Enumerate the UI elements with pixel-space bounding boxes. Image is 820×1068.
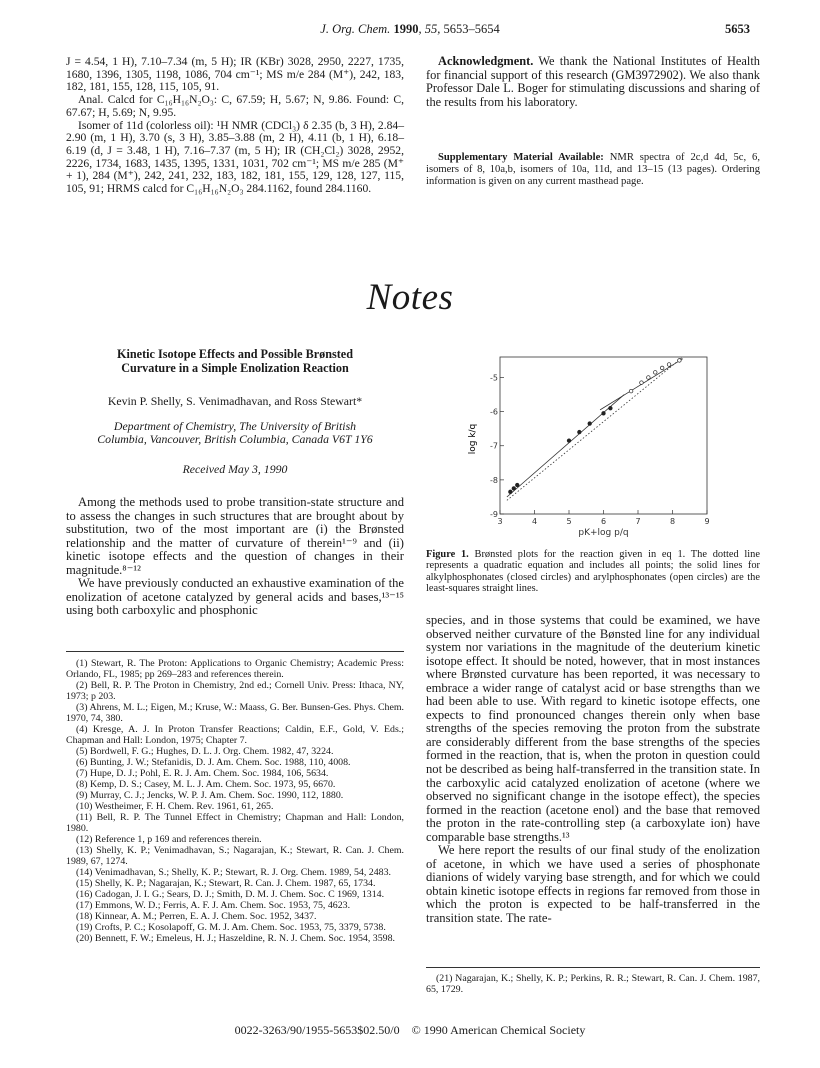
acknowledgment-label: Acknowledgment.	[438, 54, 534, 68]
page-number: 5653	[725, 22, 750, 36]
alkylphosphonate-point	[588, 422, 592, 426]
footer-copyright: © 1990 American Chemical Society	[411, 1023, 586, 1037]
affiliation-line: Department of Chemistry, The University of British	[113, 419, 357, 433]
affiliation	[66, 420, 404, 446]
y-tick-label: -7	[490, 441, 498, 451]
article-title-line: Kinetic Isotope Effects and Possible Brønsted	[117, 347, 353, 361]
alkylphosphonate-point	[512, 487, 516, 491]
reference-item: (1) Stewart, R. The Proton: Applications to Organic Chemistry; Academic Press: Orlando, FL, 1985; pp 269–283 and references therein.	[66, 658, 404, 680]
body-paragraph: We here report the results of our final study of the enolization of acetone, in which we have used a series of phosphonate dianions of widely varying base strength, and for which we could obtain kinetic isotope effects in regions far removed from those in which the proton is expected to be half-transferred in the transition state. The rate-	[426, 843, 760, 926]
footnote-rule	[66, 651, 404, 652]
experimental-continuation	[66, 56, 404, 196]
plot-frame	[500, 357, 707, 514]
reference-item: (18) Kinnear, A. M.; Perren, E. A. J. Chem. Soc. 1952, 3437.	[76, 911, 317, 922]
alkylphosphonate-point	[602, 412, 606, 416]
reference-item: (7) Hupe, D. J.; Pohl, E. R. J. Am. Chem. Soc. 1984, 106, 5634.	[76, 768, 329, 779]
affiliation-line: Columbia, Vancouver, British Columbia, Canada V6T 1Y6	[97, 432, 373, 446]
acknowledgment-text: We thank the National Institutes of Health for financial support of this research (GM3972902). We also thank Professor Dale L. Boger for stimulating discussions and sharing of the results from his laboratory.	[426, 54, 760, 109]
arylphosphonate-point	[629, 389, 633, 393]
reference-item: (4) Kresge, A. J. In Proton Transfer Reactions; Caldin, E.F., Gold, V. Eds.; Chapman and Hall: London, 1975; Chapter 7.	[66, 724, 404, 746]
journal-citation: J. Org. Chem. 1990, 55, 5653–5654	[320, 22, 500, 36]
running-header	[0, 22, 820, 38]
received-date: Received May 3, 1990	[182, 462, 288, 476]
reference-item: (5) Bordwell, F. G.; Hughes, D. L. J. Org. Chem. 1982, 47, 3224.	[76, 746, 334, 757]
journal-volume: 55	[424, 22, 438, 36]
reference-item: (14) Venimadhavan, S.; Shelly, K. P.; Stewart, R. J. Org. Chem. 1989, 54, 2483.	[76, 867, 391, 878]
page-footer	[0, 1023, 820, 1038]
alkylphosphonate-point	[567, 439, 571, 443]
x-tick-label: 9	[704, 517, 710, 526]
body-paragraph: We have previously conducted an exhaustive examination of the enolization of acetone catalyzed by general acids and bases,¹³⁻¹⁵ using both carboxylic and phosphonic	[66, 576, 404, 618]
reference-item: (10) Westheimer, F. H. Chem. Rev. 1961, 61, 265.	[76, 801, 274, 812]
alkylphosphonate-point	[515, 483, 519, 487]
reference-item: (17) Emmons, W. D.; Ferris, A. F. J. Am. Chem. Soc. 1953, 75, 4623.	[76, 900, 351, 911]
quadratic-fit-line	[507, 357, 683, 500]
reference-item: (13) Shelly, K. P.; Venimadhavan, S.; Nagarajan, K.; Stewart, R. Can. J. Chem. 1989, 67, 1274.	[66, 845, 404, 867]
reference-item: (11) Bell, R. P. The Tunnel Effect in Chemistry; Chapman and Hall: London, 1980.	[66, 812, 404, 834]
arylphosphonate-point	[660, 366, 664, 370]
y-tick-label: -9	[490, 510, 498, 519]
x-axis-label: pK+log p/q	[578, 528, 629, 538]
alkylphosphonate-point	[609, 406, 613, 410]
alkylphosphonate-point	[509, 490, 513, 494]
footer-code: 0022-3263/90/1955-5653$02.50/0	[234, 1023, 400, 1037]
reference-item: (2) Bell, R. P. The Proton in Chemistry, 2nd ed.; Cornell Univ. Press: Ithaca, NY, 1973; p 203.	[66, 680, 404, 702]
reference-item: (16) Cadogan, J. I. G.; Sears, D. J.; Smith, D. M. J. Chem. Soc. C 1969, 1314.	[76, 889, 385, 900]
reference-item: (19) Crofts, P. C.; Kosolapoff, G. M. J. Am. Chem. Soc. 1953, 75, 3379, 5738.	[76, 922, 386, 933]
reference-item: (20) Bennett, F. W.; Emeleus, H. J.; Haszeldine, R. N. J. Chem. Soc. 1954, 3598.	[76, 933, 396, 944]
arylphosphonate-point	[647, 376, 651, 380]
reference-item: (15) Shelly, K. P.; Nagarajan, K.; Stewart, R. Can. J. Chem. 1987, 65, 1734.	[76, 878, 376, 889]
body-left	[66, 496, 404, 618]
arylphosphonate-point	[640, 381, 644, 385]
arylphosphonate-point	[653, 371, 657, 375]
x-tick-label: 4	[531, 517, 538, 526]
body-paragraph: species, and in those systems that could be examined, we have observed neither curvature of the Bønsted line for any individual system nor variations in the magnitude of the deuterium kinetic isotope effect. It should be noted, however, that in most instances where Brønsted curvature has been reported, it was necessary to embrace a wider range of catalyst acid or base strengths than we had been able to use. With regard to kinetic isotope effects, one expects to find pronounced changes therein only when base strengths of the species removing the proton from the substrate are considerably different from the base strengths of the species formed in the reaction, that is, when the proton in question could not be described as being half-transferred in the transition state. In the carboxylic acid catalyzed enolization of acetone (where we observed no significant change in the isotope effect), the species formed in the reaction (acetone enol) and the base that removed the proton in the rate-controlling step (a carboxylate ion) have comparable base strengths.¹³	[426, 613, 760, 844]
journal-pages: 5653–5654	[443, 22, 500, 36]
reference-right	[426, 973, 760, 995]
least-squares-line	[507, 395, 624, 497]
body-paragraph: Among the methods used to probe transition-state structure and to assess the changes in such structures that are brought about by substitution, two of the most important are (i) the Brønsted relationship and the matter of curvature of therein¹⁻⁹ and (ii) kinetic isotope effects and the question of changes in their magnitude.⁸⁻¹²	[66, 495, 404, 577]
body-right	[426, 614, 760, 926]
y-tick-label: -8	[490, 475, 498, 485]
experimental-line: J = 4.54, 1 H), 7.10–7.34 (m, 5 H); IR (KBr) 3028, 2950, 2227, 1735, 1680, 1396, 1305, 1198, 1086, 704 cm⁻¹; MS m/e 284 (M⁺), 242, 183, 182, 181, 155, 128, 115, 105, 91.	[66, 55, 404, 94]
x-tick-label: 5	[566, 517, 572, 526]
footnote-rule	[426, 967, 760, 968]
references	[66, 658, 404, 944]
y-tick-label: -5	[490, 373, 498, 383]
experimental-line: Anal. Calcd for C₁₆H₁₆N₂O₃: C, 67.59; H, 5.67; N, 9.86. Found: C, 67.67; H, 5.69; N, 9.95.	[66, 93, 404, 119]
article-title-line: Curvature in a Simple Enolization Reaction	[121, 361, 349, 375]
x-tick-label: 6	[600, 517, 607, 526]
x-tick-label: 3	[497, 517, 503, 526]
article-title	[66, 347, 404, 375]
arylphosphonate-point	[678, 359, 682, 363]
x-tick-label: 8	[669, 517, 676, 526]
journal-year: 1990	[393, 22, 419, 36]
reference-item: (3) Ahrens, M. L.; Eigen, M.; Kruse, W.: Maass, G. Ber. Bunsen-Ges. Phys. Chem. 1970, 74, 380.	[66, 702, 404, 724]
supplementary-label: Supplementary Material Available:	[438, 152, 604, 163]
arylphosphonate-point	[667, 363, 671, 367]
y-tick-label: -6	[490, 407, 498, 417]
reference-item: (9) Murray, C. J.; Jencks, W. P. J. Am. Chem. Soc. 1990, 112, 1880.	[76, 790, 344, 801]
bronsted-plot	[468, 354, 710, 538]
supplementary-text: NMR spectra of 2c,d 4d, 5c, 6, isomers of 8, 10a,b, isomers of 10a, 11d, and 13–15 (13 pages). Ordering information is given on any current masthead page.	[426, 152, 760, 187]
section-title: Notes	[366, 277, 454, 318]
reference-item: (21) Nagarajan, K.; Shelly, K. P.; Perkins, R. R.; Stewart, R. Can. J. Chem. 1987, 65, 1729.	[426, 973, 760, 995]
reference-item: (12) Reference 1, p 169 and references therein.	[76, 834, 262, 845]
figure-caption	[426, 549, 760, 595]
acknowledgment	[426, 55, 760, 109]
figure-caption-label: Figure 1.	[426, 549, 469, 560]
supplementary-material	[426, 152, 760, 188]
journal-name: J. Org. Chem.	[320, 22, 391, 36]
authors: Kevin P. Shelly, S. Venimadhavan, and Ross Stewart*	[107, 394, 363, 408]
y-axis-label: log k/q	[468, 423, 478, 455]
figure-1	[468, 354, 710, 538]
reference-item: (6) Bunting, J. W.; Stefanidis, D. J. Am. Chem. Soc. 1988, 110, 4008.	[76, 757, 351, 768]
experimental-line: Isomer of 11d (colorless oil): ¹H NMR (CDCl₃) δ 2.35 (b, 3 H), 2.84–2.90 (m, 1 H), 3.70 (s, 3 H), 3.85–3.88 (m, 2 H), 4.11 (b, 1 H), 6.18–6.19 (d, J = 3.48, 1 H), 7.16–7.37 (m, 5 H); IR (CH₂Cl₂) 3028, 2952, 2226, 1734, 1683, 1435, 1395, 1331, 1031, 702 cm⁻¹; MS m/e 285 (M⁺ + 1), 284 (M⁺), 242, 241, 232, 183, 182, 181, 155, 129, 128, 127, 115, 105, 91; HRMS calcd for C₁₆H₁₆N₂O₃ 284.1162, found 284.1160.	[66, 118, 404, 196]
alkylphosphonate-point	[578, 430, 582, 434]
figure-caption-text: Brønsted plots for the reaction given in eq 1. The dotted line represents a quadratic equation and includes all points; the solid lines for alkylphosphonates (closed circles) and arylphosphonates (open circles) are the least-squares straight lines.	[426, 549, 760, 595]
reference-item: (8) Kemp, D. S.; Casey, M. L. J. Am. Chem. Soc. 1973, 95, 6670.	[76, 779, 336, 790]
x-tick-label: 7	[635, 517, 641, 526]
